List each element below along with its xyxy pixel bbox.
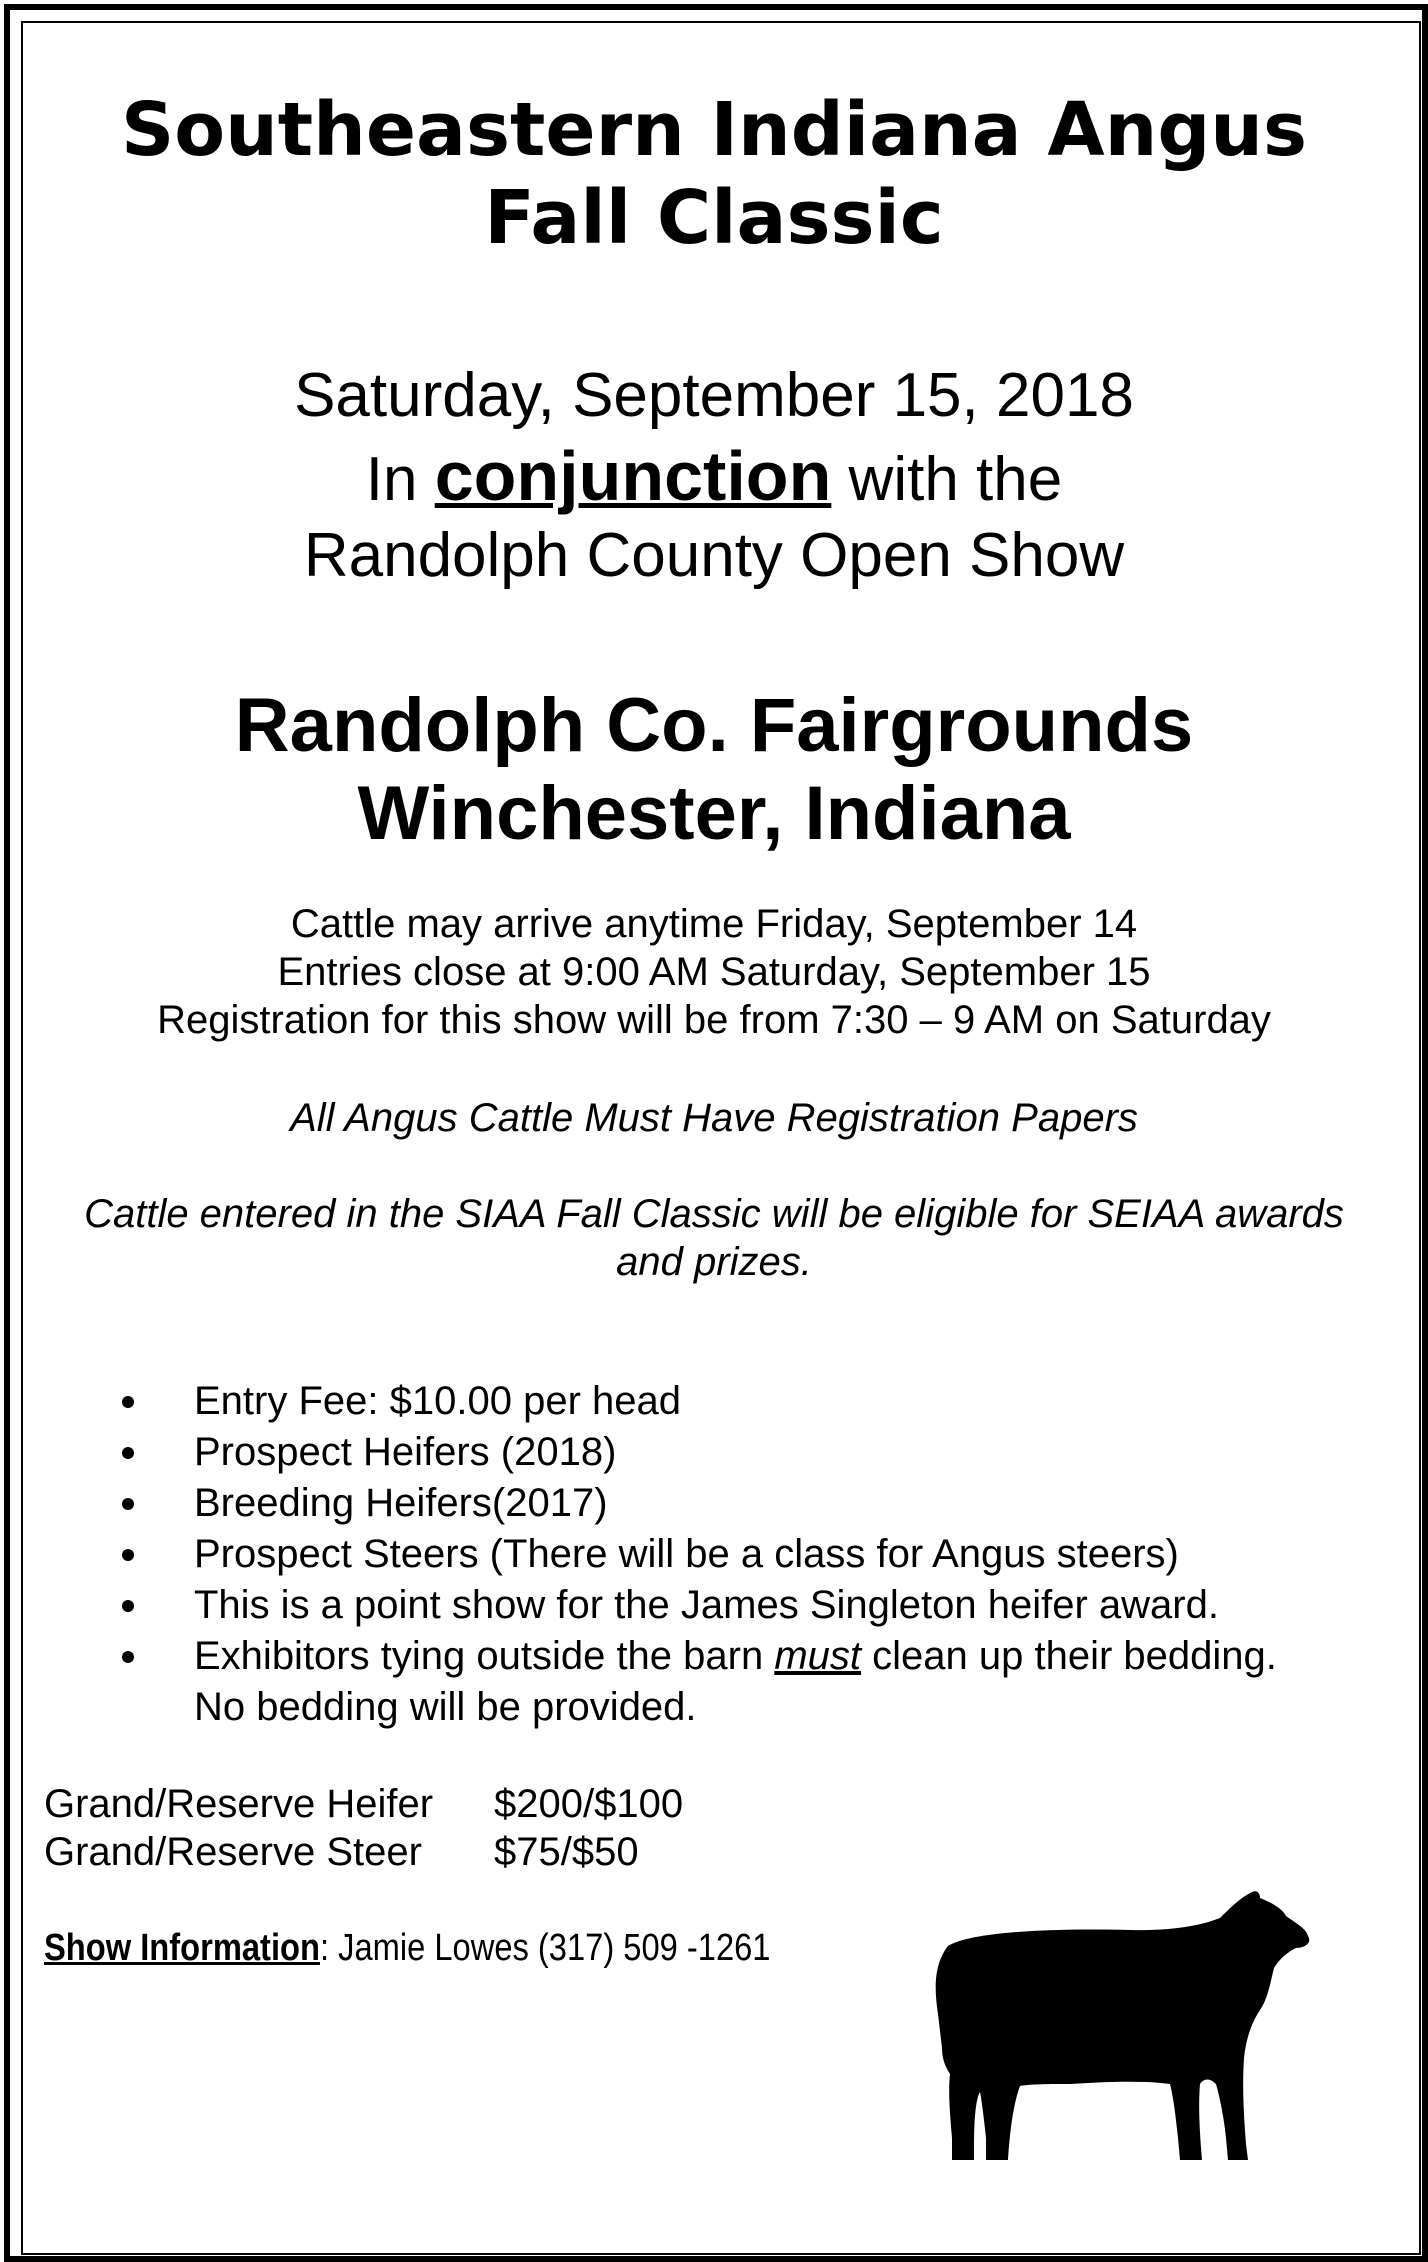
- location-line-2: Winchester, Indiana: [357, 771, 1071, 856]
- conjunction-emphasis: conjunction: [434, 437, 832, 515]
- list-item: Prospect Heifers (2018): [118, 1427, 1378, 1478]
- show-information: Show Information: Jamie Lowes (317) 509 -1261: [44, 1927, 771, 1969]
- schedule-entries: Entries close at 9:00 AM Saturday, September 15: [277, 950, 1151, 994]
- show-information-contact: Jamie Lowes (317) 509 -1261: [338, 1927, 771, 1969]
- title-line-2: Fall Classic: [484, 175, 944, 261]
- papers-note: All Angus Cattle Must Have Registration Papers: [290, 1096, 1138, 1140]
- bullet-icon: [122, 1447, 134, 1459]
- conjunction-line: [0, 436, 1428, 520]
- list-item: This is a point show for the James Singleton heifer award.: [118, 1580, 1378, 1631]
- prize-row-steer: [44, 1828, 683, 1876]
- bullet-icon: [122, 1396, 134, 1408]
- bullet-icon: [122, 1549, 134, 1561]
- prize-label: Grand/Reserve Steer: [44, 1830, 422, 1874]
- list-item: Breeding Heifers(2017): [118, 1478, 1378, 1529]
- prize-table: [44, 1780, 683, 1876]
- open-show-line: Randolph County Open Show: [303, 521, 1125, 590]
- title-line-1: Southeastern Indiana Angus: [120, 87, 1308, 173]
- list-item: Exhibitors tying outside the barn must clean up their bedding. No bedding will be provided.: [118, 1631, 1378, 1733]
- date-line: Saturday, September 15, 2018: [294, 361, 1134, 430]
- prize-label: Grand/Reserve Heifer: [44, 1782, 434, 1826]
- bullet-icon: [122, 1498, 134, 1510]
- must-emphasis: must: [774, 1634, 862, 1678]
- prize-amount: $200/$100: [494, 1782, 684, 1826]
- location-line-1: Randolph Co. Fairgrounds: [234, 683, 1194, 768]
- list-item: Entry Fee: $10.00 per head: [118, 1376, 1378, 1427]
- bullet-icon: [122, 1651, 134, 1663]
- info-bullet-list: [118, 1376, 1378, 1733]
- list-item: Prospect Steers (There will be a class for Angus steers): [118, 1529, 1378, 1580]
- prize-amount: $75/$50: [494, 1830, 639, 1874]
- steer-silhouette-icon: [930, 1888, 1320, 2168]
- bullet-icon: [122, 1600, 134, 1612]
- schedule-arrival: Cattle may arrive anytime Friday, September 14: [290, 902, 1138, 946]
- eligibility-note-line-2: and prizes.: [616, 1240, 812, 1284]
- schedule-registration: Registration for this show will be from 7:30 – 9 AM on Saturday: [157, 998, 1271, 1042]
- eligibility-note-line-1: Cattle entered in the SIAA Fall Classic will be eligible for SEIAA awards: [84, 1192, 1344, 1236]
- conjunction-prefix: In: [365, 445, 435, 514]
- conjunction-suffix: with the: [831, 445, 1063, 514]
- prize-row-heifer: [44, 1780, 683, 1828]
- show-information-label: Show Information: [44, 1927, 320, 1969]
- bedding-continuation: No bedding will be provided.: [194, 1685, 697, 1729]
